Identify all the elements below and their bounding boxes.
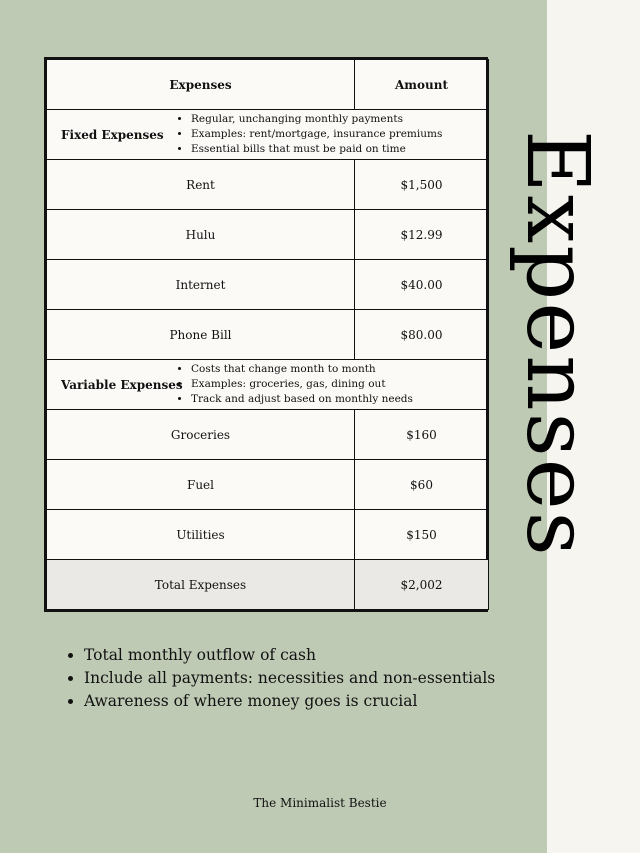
variable-category-label: Variable Expenses	[61, 377, 183, 392]
total-amount: $2,002	[355, 560, 489, 610]
table-row	[47, 210, 489, 260]
summary-notes	[64, 644, 495, 713]
row-name: Groceries	[47, 410, 355, 460]
row-name: Fuel	[47, 460, 355, 510]
row-amount: $160	[355, 410, 489, 460]
row-name: Internet	[47, 260, 355, 310]
row-amount: $12.99	[355, 210, 489, 260]
expenses-table-wrap	[44, 57, 488, 612]
table-row	[47, 160, 489, 210]
footer-brand: The Minimalist Bestie	[253, 796, 387, 810]
row-amount: $80.00	[355, 310, 489, 360]
row-name: Hulu	[47, 210, 355, 260]
fixed-bullet: • Essential bills that must be paid on time	[191, 142, 442, 157]
table-header-row	[47, 60, 489, 110]
table-row	[47, 460, 489, 510]
row-amount: $1,500	[355, 160, 489, 210]
header-amount: Amount	[355, 60, 489, 110]
row-amount: $150	[355, 510, 489, 560]
variable-bullet: • Costs that change month to month	[191, 362, 413, 377]
note-item: • Awareness of where money goes is crucial	[84, 690, 495, 713]
fixed-category-cell	[47, 110, 489, 160]
row-amount: $60	[355, 460, 489, 510]
table-row	[47, 310, 489, 360]
total-label: Total Expenses	[47, 560, 355, 610]
header-expenses: Expenses	[47, 60, 355, 110]
table-row	[47, 410, 489, 460]
fixed-bullet: • Regular, unchanging monthly payments	[191, 112, 442, 127]
fixed-bullet: • Examples: rent/mortgage, insurance premiums	[191, 127, 442, 142]
row-name: Utilities	[47, 510, 355, 560]
row-name: Rent	[47, 160, 355, 210]
footer	[0, 796, 640, 810]
expenses-table	[46, 59, 489, 610]
note-item: • Include all payments: necessities and non-essentials	[84, 667, 495, 690]
fixed-expenses-category	[47, 110, 489, 160]
variable-expenses-category	[47, 360, 489, 410]
total-row	[47, 560, 489, 610]
fixed-category-bullets	[175, 112, 442, 157]
page-title: Expenses	[507, 130, 607, 558]
table-row	[47, 510, 489, 560]
row-amount: $40.00	[355, 260, 489, 310]
variable-bullet: • Track and adjust based on monthly needs	[191, 392, 413, 407]
note-item: • Total monthly outflow of cash	[84, 644, 495, 667]
table-row	[47, 260, 489, 310]
variable-category-cell	[47, 360, 489, 410]
fixed-category-label: Fixed Expenses	[61, 127, 164, 142]
variable-bullet: • Examples: groceries, gas, dining out	[191, 377, 413, 392]
row-name: Phone Bill	[47, 310, 355, 360]
variable-category-bullets	[175, 362, 413, 407]
